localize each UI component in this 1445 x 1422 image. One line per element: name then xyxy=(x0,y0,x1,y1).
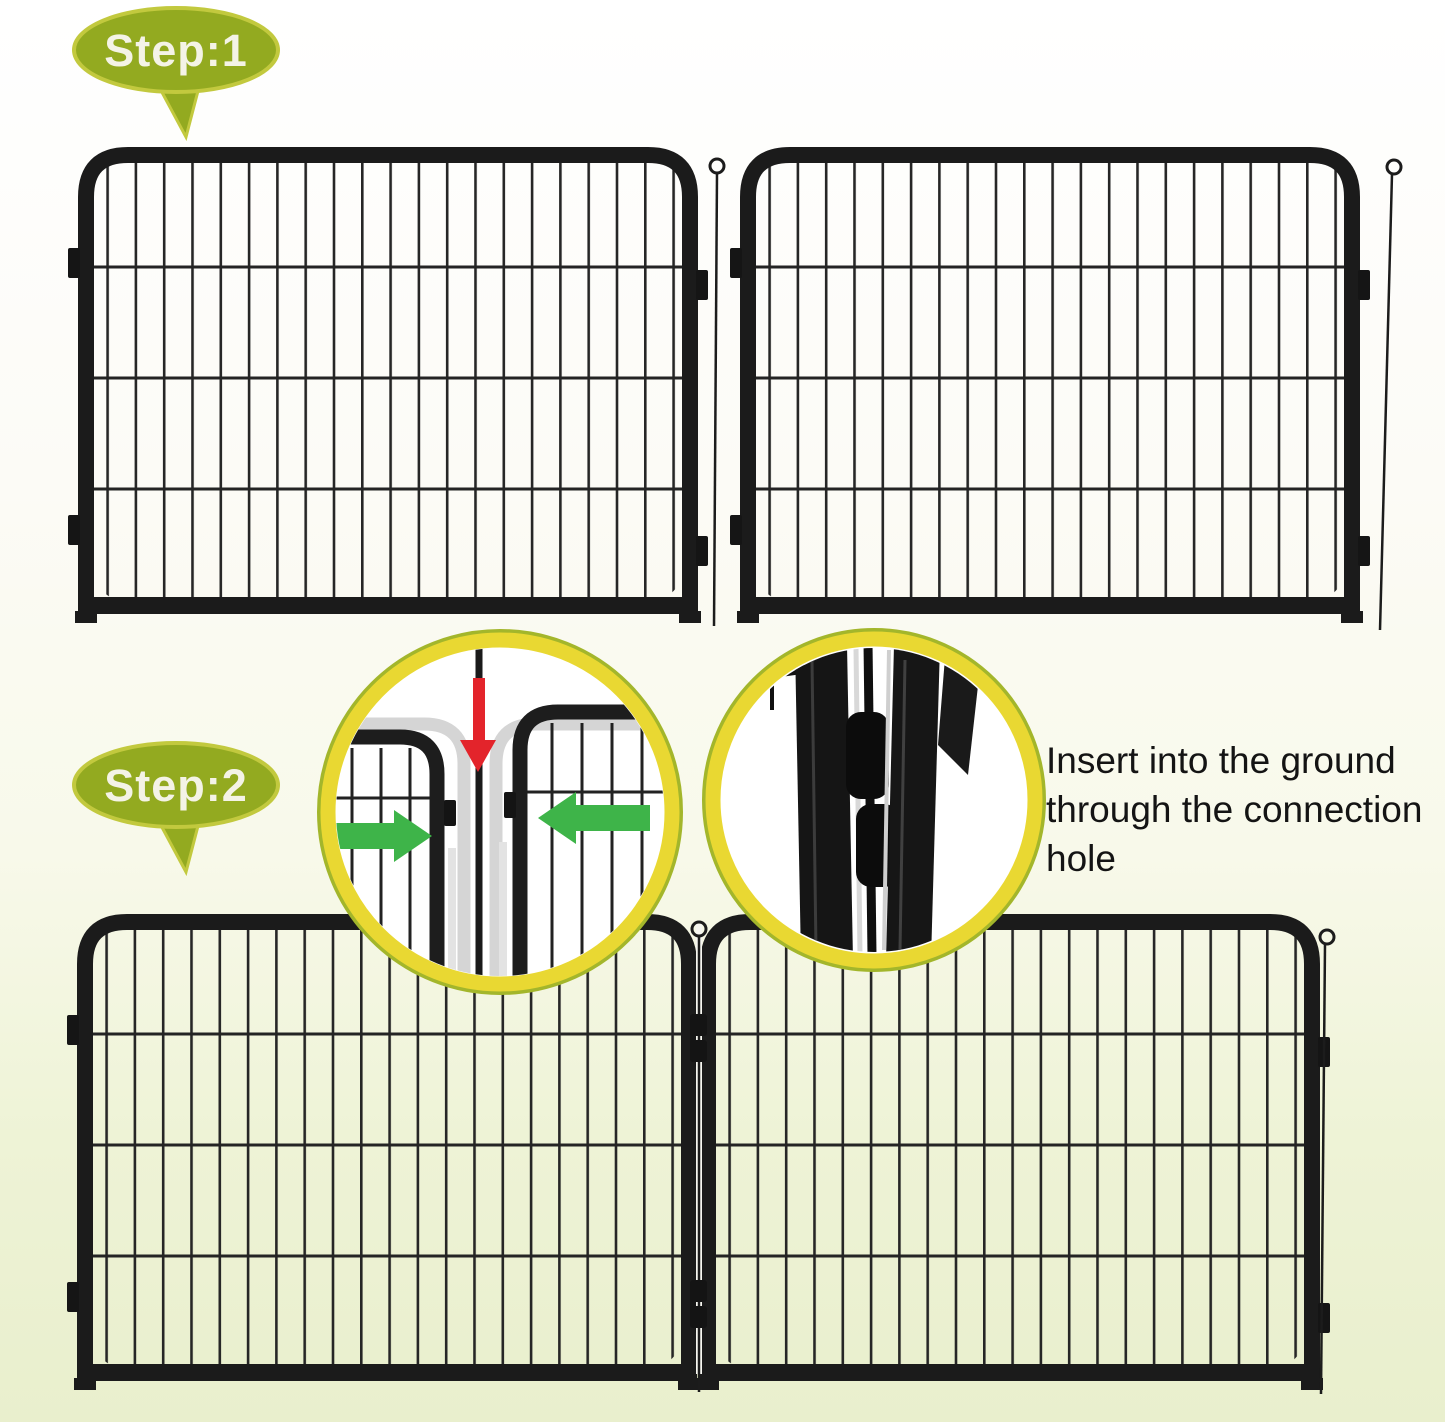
step1-bubble xyxy=(74,8,278,137)
step2-bubble xyxy=(74,743,278,872)
step1-ground-stake-right xyxy=(1380,160,1401,630)
step1-label: Step:1 xyxy=(104,25,248,76)
step2-label: Step:2 xyxy=(104,760,248,811)
inset-connection-hole-closeup xyxy=(704,630,1044,970)
step1-ground-stake-left xyxy=(710,159,724,626)
inset-panel-alignment-detail xyxy=(319,631,681,993)
step1-left-fence-panel xyxy=(68,155,708,623)
instruction-note: Insert into the ground through the connection hole xyxy=(1046,740,1423,879)
step2-left-fence-panel xyxy=(67,922,707,1390)
step2-right-fence-panel xyxy=(690,922,1330,1390)
step1-right-fence-panel xyxy=(730,155,1370,623)
